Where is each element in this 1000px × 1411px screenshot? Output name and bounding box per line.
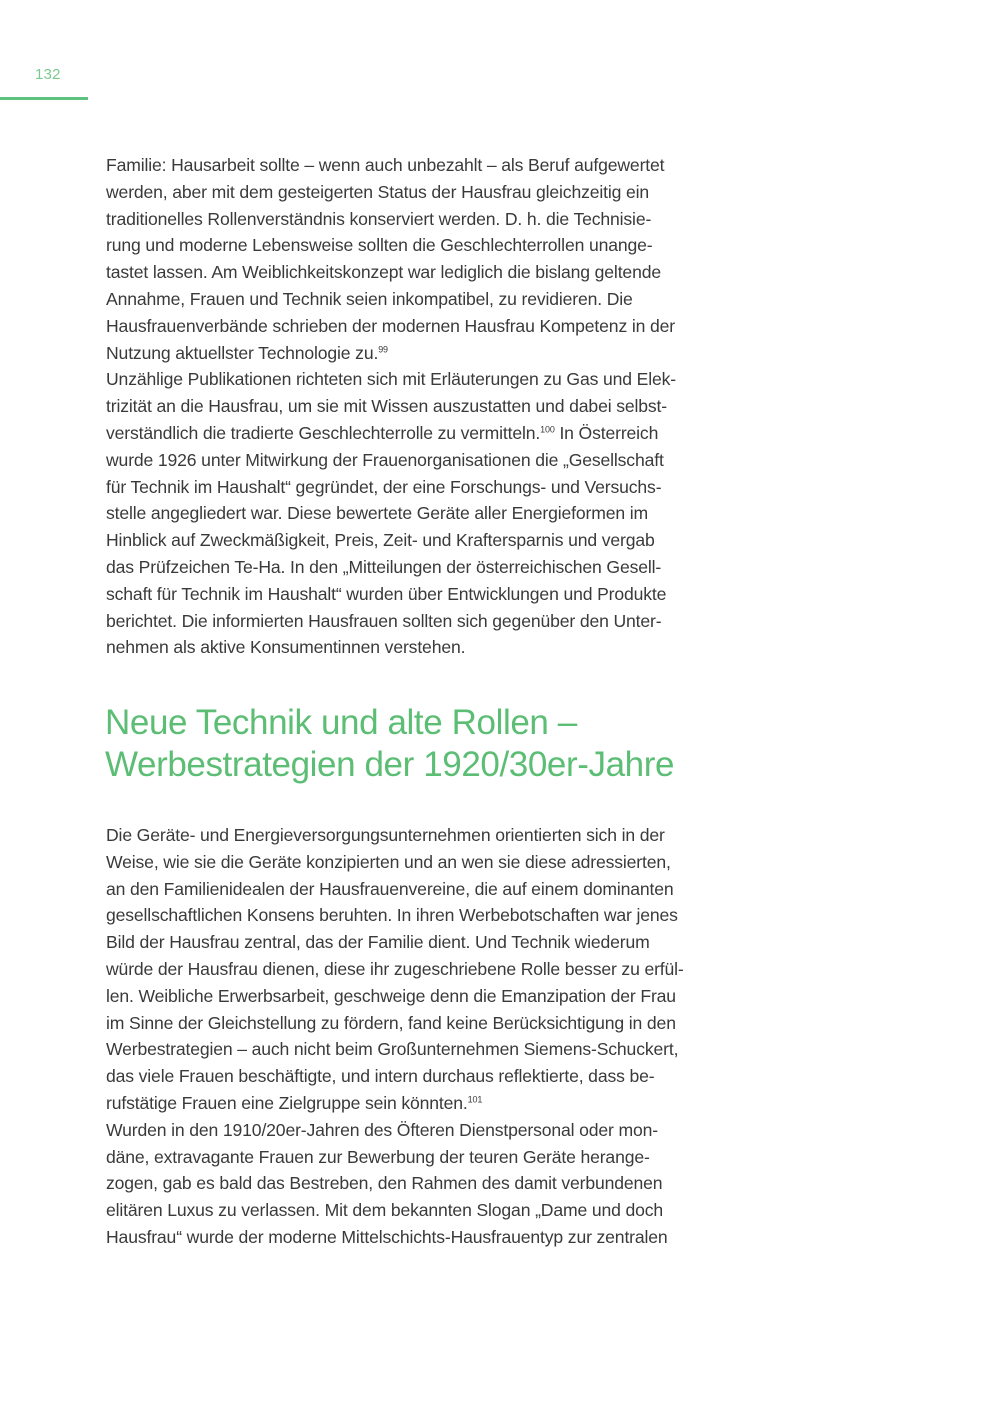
text-line-content: Weise, wie sie die Geräte konzipierten und an wen sie diese adressierten, [106, 851, 671, 872]
text-line [106, 474, 766, 501]
text-line [106, 849, 766, 876]
text-line-content: werden, aber mit dem gesteigerten Status der Hausfrau gleichzeitig ein [106, 181, 650, 202]
text-line [106, 366, 766, 393]
text-line-content: däne, extravagante Frauen zur Bewerbung der teuren Geräte herange- [106, 1146, 650, 1167]
text-line [106, 259, 766, 286]
text-line-content: für Technik im Haushalt“ gegründet, der eine Forschungs- und Versuchs- [106, 476, 662, 497]
text-line [106, 1036, 766, 1063]
text-line [106, 876, 766, 903]
text-line [106, 1117, 766, 1144]
text-line [106, 1224, 766, 1251]
body-text-before-heading [106, 152, 766, 661]
text-line-content: an den Familienidealen der Hausfrauenvereine, die auf einem dominanten [106, 878, 674, 899]
text-line-content: das viele Frauen beschäftigte, und intern durchaus reflektierte, dass be- [106, 1066, 655, 1087]
text-line [106, 340, 766, 367]
section-heading-line-2: Werbestrategien der 1920/30er-Jahre [105, 745, 675, 784]
text-line [106, 983, 766, 1010]
text-line [106, 500, 766, 527]
text-line [106, 286, 766, 313]
text-line-content: im Sinne der Gleichstellung zu fördern, fand keine Berücksichtigung in den [106, 1012, 676, 1033]
text-line [106, 527, 766, 554]
text-line [106, 608, 766, 635]
text-line-content: Wurden in den 1910/20er-Jahren des Öfteren Dienstpersonal oder mon- [106, 1119, 658, 1140]
text-line-content: das Prüfzeichen Te-Ha. In den „Mitteilungen der österreichischen Gesell- [106, 556, 662, 577]
text-line [106, 1197, 766, 1224]
text-line-content: verständlich die tradierte Geschlechterrolle zu vermitteln. [106, 422, 541, 443]
body-text-after-heading [106, 822, 766, 1251]
page-number-rule [0, 97, 88, 100]
text-line [106, 206, 766, 233]
text-line-content: traditionelles Rollenverständnis konserviert werden. D. h. die Technisie- [106, 208, 652, 229]
text-line [106, 956, 766, 983]
text-line [106, 447, 766, 474]
page-number: 132 [35, 66, 61, 83]
text-line [106, 634, 766, 661]
text-line-content: stelle angegliedert war. Diese bewertete Geräte aller Energieformen im [106, 503, 649, 524]
text-line-content: len. Weibliche Erwerbsarbeit, geschweige denn die Emanzipation der Frau [106, 985, 676, 1006]
footnote-marker[interactable]: 101 [467, 1094, 483, 1105]
text-line [106, 822, 766, 849]
text-line [106, 152, 766, 179]
text-line [106, 1090, 766, 1117]
text-line-content: würde der Hausfrau dienen, diese ihr zugeschriebene Rolle besser zu erfül- [106, 958, 684, 979]
text-line-content: Hausfrau“ wurde der moderne Mittelschichts-Hausfrauentyp zur zentralen [106, 1226, 668, 1247]
text-line-content: Nutzung aktuellster Technologie zu. [106, 342, 379, 363]
footnote-marker[interactable]: 100 [540, 424, 555, 435]
text-line-content: berichtet. Die informierten Hausfrauen sollten sich gegenüber den Unter- [106, 610, 662, 631]
text-line [106, 929, 766, 956]
text-line [106, 1010, 766, 1037]
text-line-content: Familie: Hausarbeit sollte – wenn auch unbezahlt – als Beruf aufgewertet [106, 155, 665, 175]
text-line-content: wurde 1926 unter Mitwirkung der Frauenorganisationen die „Gesellschaft [106, 449, 664, 470]
text-line-content: gesellschaftlichen Konsens beruhten. In ihren Werbebotschaften war jenes [106, 905, 678, 926]
text-line-content: rung und moderne Lebensweise sollten die Geschlechterrollen unange- [106, 235, 653, 256]
text-line-content: elitären Luxus zu verlassen. Mit dem bekannten Slogan „Dame und doch [106, 1200, 664, 1221]
text-line [106, 179, 766, 206]
text-line-content: trizität an die Hausfrau, um sie mit Wissen auszustatten und dabei selbst- [106, 396, 667, 417]
text-line-content: Hinblick auf Zweckmäßigkeit, Preis, Zeit- und Kraftersparnis und vergab [106, 530, 655, 551]
text-line [106, 554, 766, 581]
text-line-content: schaft für Technik im Haushalt“ wurden über Entwicklungen und Produkte [106, 583, 667, 604]
text-line-content: nehmen als aktive Konsumentinnen verstehen. [106, 637, 466, 658]
text-line-content: tastet lassen. Am Weiblichkeitskonzept war lediglich die bislang geltende [106, 262, 661, 283]
text-line [106, 1170, 766, 1197]
footnote-marker[interactable]: 99 [378, 344, 388, 355]
text-line-content: Bild der Hausfrau zentral, das der Familie dient. Und Technik wiederum [106, 932, 650, 953]
text-line [106, 1063, 766, 1090]
text-line-content: Hausfrauenverbände schrieben der modernen Hausfrau Kompetenz in der [106, 315, 675, 336]
text-line [106, 313, 766, 340]
text-line-content: Die Geräte- und Energieversorgungsunternehmen orientierten sich in der [106, 825, 665, 845]
section-heading-line-1: Neue Technik und alte Rollen – [105, 703, 577, 742]
section-heading [105, 702, 674, 786]
text-line [106, 420, 766, 447]
text-line-content: Unzählige Publikationen richteten sich mit Erläuterungen zu Gas und Elek- [106, 369, 676, 390]
text-line [106, 902, 766, 929]
text-line-content: Annahme, Frauen und Technik seien inkompatibel, zu revidieren. Die [106, 288, 633, 309]
text-line-content: zogen, gab es bald das Bestreben, den Rahmen des damit verbundenen [106, 1173, 663, 1194]
text-line-content: rufstätige Frauen eine Zielgruppe sein könnten. [106, 1092, 468, 1113]
text-line-content: Werbestrategien – auch nicht beim Großunternehmen Siemens-Schuckert, [106, 1039, 679, 1060]
text-line [106, 232, 766, 259]
text-line [106, 581, 766, 608]
text-line [106, 1144, 766, 1171]
text-line [106, 393, 766, 420]
text-line-continuation: In Österreich [554, 422, 659, 443]
